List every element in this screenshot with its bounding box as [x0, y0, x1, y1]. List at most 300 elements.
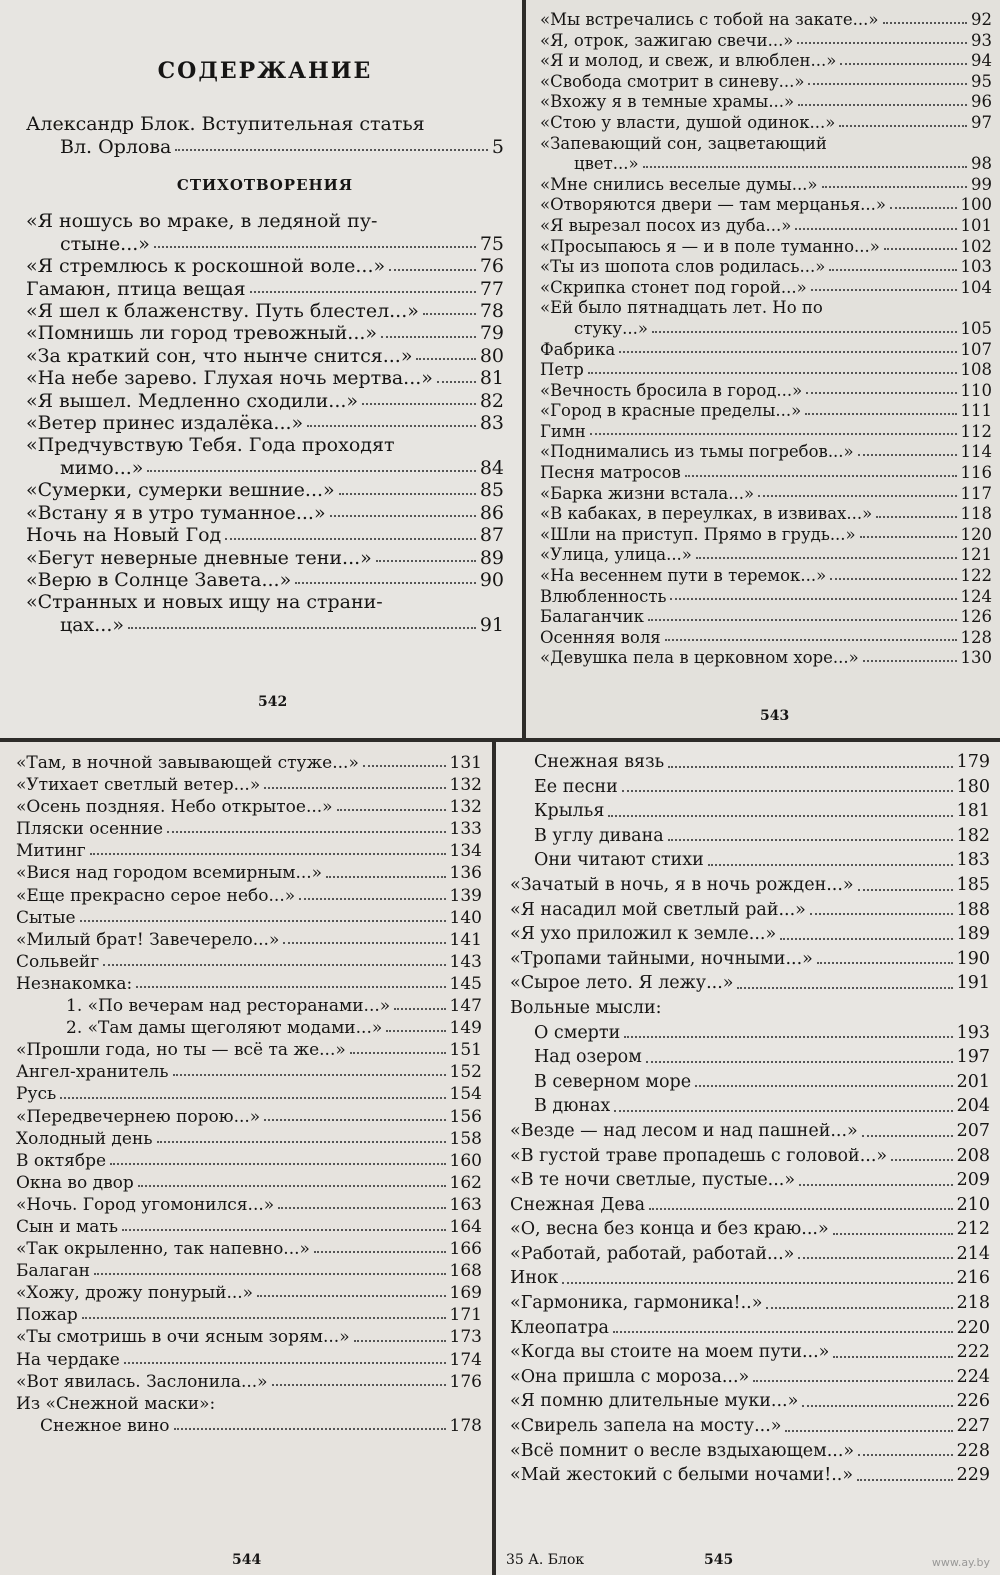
toc-entry-page: 82: [479, 389, 504, 412]
toc-entry-title: «О, весна без конца и без краю...»: [510, 1219, 829, 1240]
toc-entry: [16, 885, 482, 907]
toc-entry-title: Сольвейг: [16, 951, 100, 972]
toc-entry-page: 96: [971, 92, 992, 112]
dot-leader: [350, 1051, 446, 1054]
dot-leader: [389, 268, 476, 271]
dot-leader: [646, 1060, 953, 1063]
dot-leader: [613, 1330, 953, 1333]
toc-entry-title: Из «Снежной маски»:: [16, 1393, 216, 1414]
toc-list: [510, 750, 990, 1488]
toc-entry-title: «Ветер принес издалёка...»: [26, 412, 304, 435]
toc-entry-title: Холодный день: [16, 1128, 153, 1149]
toc-entry-title: «В те ночи светлые, пустые...»: [510, 1170, 796, 1191]
page-543: [526, 0, 1000, 738]
toc-entry: [510, 1144, 990, 1169]
dot-leader: [810, 912, 953, 915]
toc-entry: [510, 922, 990, 947]
dot-leader: [883, 21, 968, 24]
dot-leader: [337, 808, 446, 811]
toc-entry-title: Снежное вино: [40, 1415, 170, 1436]
toc-entry-title: Незнакомка:: [16, 973, 133, 994]
toc-entry: [510, 799, 990, 824]
dot-leader: [860, 535, 957, 538]
page-number: 542: [258, 694, 288, 710]
toc-entry-page: 114: [960, 442, 992, 462]
toc-entry-page: 112: [960, 421, 992, 441]
dot-leader: [138, 1184, 446, 1187]
toc-entry-title: «Май жестокий с белыми ночами!..»: [510, 1465, 854, 1486]
toc-entry-page: 121: [960, 545, 992, 565]
toc-entry: [16, 1326, 482, 1348]
toc-entry-title: «На небе зарево. Глухая ночь мертва...»: [26, 367, 433, 390]
dot-leader: [840, 62, 967, 65]
toc-list: [26, 210, 504, 636]
toc-entry-title: «Встану я в утро туманное...»: [26, 501, 326, 524]
toc-entry-page: 166: [449, 1239, 482, 1260]
toc-entry-page: 149: [449, 1018, 482, 1039]
dot-leader: [799, 1183, 953, 1186]
dot-leader: [862, 1134, 953, 1137]
toc-entry-page: 229: [956, 1465, 990, 1486]
dot-leader: [103, 963, 445, 966]
toc-entry-title: Ангел-хранитель: [16, 1062, 169, 1083]
dot-leader: [622, 789, 953, 792]
toc-list: [16, 752, 482, 1437]
toc-entry: [510, 947, 990, 972]
toc-entry-page: 181: [956, 801, 990, 822]
toc-entry-title: Митинг: [16, 841, 86, 862]
toc-entry-title: Ночь на Новый Год: [26, 524, 222, 547]
toc-entry: [26, 367, 504, 389]
toc-entry-page: 180: [956, 776, 990, 797]
footer-signature: 35 А. Блок: [506, 1552, 585, 1568]
toc-entry: [16, 796, 482, 818]
toc-entry-title: «Я помню длительные муки...»: [510, 1391, 799, 1412]
toc-entry-page: 117: [960, 483, 992, 503]
toc-entry: [26, 457, 504, 479]
toc-entry-title: «В кабаках, в переулках, в извивах...»: [540, 504, 873, 524]
toc-entry-page: 162: [449, 1172, 482, 1193]
toc-entry-page: 89: [479, 546, 504, 569]
dot-leader: [795, 227, 956, 230]
dot-leader: [307, 424, 476, 427]
toc-entry-title: «Сырое лето. Я лежу...»: [510, 973, 734, 994]
toc-entry: [510, 750, 990, 775]
toc-entry-page: 132: [449, 775, 482, 796]
toc-list: [540, 10, 992, 669]
toc-entry: [16, 1172, 482, 1194]
toc-entry: [510, 1291, 990, 1316]
dot-leader: [562, 1281, 952, 1284]
toc-entry-page: 103: [960, 257, 992, 277]
toc-entry-title: «На весеннем пути в теремок...»: [540, 566, 827, 586]
dot-leader: [386, 1029, 445, 1032]
toc-entry: [540, 463, 992, 484]
intro-line-2: [26, 136, 504, 158]
dot-leader: [588, 371, 957, 374]
toc-entry: [540, 484, 992, 505]
toc-entry: [26, 300, 504, 322]
dot-leader: [326, 875, 445, 878]
dot-leader: [753, 1379, 952, 1382]
dot-leader: [167, 830, 445, 833]
toc-entry: [16, 1194, 482, 1216]
dot-leader: [264, 1118, 445, 1121]
toc-entry-page: 190: [956, 948, 990, 969]
toc-entry: [16, 1061, 482, 1083]
toc-entry: [540, 195, 992, 216]
toc-entry: [540, 525, 992, 546]
dot-leader: [157, 1140, 446, 1143]
toc-entry: [540, 401, 992, 422]
toc-entry-title: «Помнишь ли город тревожный...»: [26, 322, 378, 345]
toc-entry: [16, 1260, 482, 1282]
toc-entry-title: «Везде — над лесом и над пашней...»: [510, 1120, 858, 1141]
toc-entry: [540, 442, 992, 463]
toc-entry-title: «Ты из шопота слов родилась...»: [540, 257, 826, 277]
toc-entry: [16, 818, 482, 840]
dot-leader: [250, 290, 476, 293]
toc-entry-title: «Я шел к блаженству. Путь блестел...»: [26, 300, 419, 323]
toc-entry-title: «Свобода смотрит в синеву...»: [540, 71, 805, 91]
toc-entry: [540, 607, 992, 628]
toc-entry: [510, 1463, 990, 1488]
dot-leader: [416, 357, 475, 360]
dot-leader: [174, 1427, 446, 1430]
toc-entry-title: «Всё помнит о весле вздыхающем...»: [510, 1440, 855, 1461]
dot-leader: [648, 618, 957, 621]
toc-entry-title: цах...»: [60, 613, 125, 636]
dot-leader: [830, 577, 956, 580]
toc-entry-title: «В густой траве пропадешь с головой...»: [510, 1145, 888, 1166]
toc-entry: [510, 1365, 990, 1390]
toc-entry: [26, 390, 504, 412]
dot-leader: [590, 432, 957, 435]
toc-entry: [16, 752, 482, 774]
toc-entry-page: 227: [956, 1416, 990, 1437]
toc-entry: [540, 545, 992, 566]
toc-entry: [540, 360, 992, 381]
toc-entry: [16, 1349, 482, 1371]
dot-leader: [737, 986, 952, 989]
toc-entry: [540, 648, 992, 669]
intro-page: 5: [491, 136, 504, 158]
dot-leader: [708, 863, 953, 866]
dot-leader: [376, 559, 476, 562]
toc-entry-title: Балаганчик: [540, 607, 644, 627]
toc-entry-page: 152: [449, 1062, 482, 1083]
toc-entry: [510, 1119, 990, 1144]
toc-entry-page: 209: [956, 1170, 990, 1191]
toc-entry-title: «Барка жизни встала...»: [540, 483, 755, 503]
toc-entry: [16, 862, 482, 884]
toc-entry-title: Ее песни: [534, 776, 618, 797]
dot-leader: [643, 165, 967, 168]
toc-entry: [16, 973, 482, 995]
dot-leader: [805, 412, 956, 415]
toc-entry-page: 81: [479, 367, 504, 390]
toc-entry: [26, 479, 504, 501]
toc-entry: [540, 422, 992, 443]
toc-entry-page: 136: [449, 863, 482, 884]
toc-entry: [26, 569, 504, 591]
dot-leader: [858, 453, 957, 456]
dot-leader: [299, 897, 445, 900]
toc-entry: [540, 175, 992, 196]
dot-leader: [685, 474, 957, 477]
dot-leader: [668, 765, 952, 768]
toc-entry-page: 107: [960, 339, 992, 359]
dot-leader: [363, 764, 446, 767]
toc-entry-title: «Скрипка стонет под горой...»: [540, 277, 807, 297]
dot-leader: [857, 1478, 953, 1481]
dot-leader: [423, 312, 476, 315]
toc-entry-page: 120: [960, 524, 992, 544]
toc-entry: [16, 1415, 482, 1437]
dot-leader: [82, 1316, 446, 1319]
toc-entry: [540, 504, 992, 525]
toc-entry: [540, 216, 992, 237]
dot-leader: [829, 268, 956, 271]
toc-entry-page: 92: [971, 10, 992, 29]
toc-entry-page: 126: [960, 607, 992, 627]
toc-entry-title: мимо...»: [60, 456, 144, 479]
toc-entry-title: «Я насадил мой светлый рай...»: [510, 899, 806, 920]
toc-entry-page: 77: [479, 277, 504, 300]
toc-entry: [26, 233, 504, 255]
toc-entry-title: Крылья: [534, 801, 605, 822]
toc-entry: [510, 1193, 990, 1218]
dot-leader: [652, 330, 957, 333]
toc-entry-page: 93: [971, 30, 992, 50]
toc-entry: [26, 278, 504, 300]
toc-entry-title: стуку...»: [574, 318, 648, 338]
toc-entry-page: 86: [479, 501, 504, 524]
toc-entry-title: «За краткий сон, что нынче снится...»: [26, 344, 413, 367]
toc-entry-page: 94: [971, 51, 992, 71]
toc-entry-page: 218: [956, 1293, 990, 1314]
dot-leader: [696, 556, 957, 559]
toc-entry: [510, 1070, 990, 1095]
toc-entry-title: «Еще прекрасно серое небо...»: [16, 885, 296, 906]
toc-entry: [540, 319, 992, 340]
dot-leader: [798, 1256, 952, 1259]
toc-entry-title: «Я, отрок, зажигаю свечи...»: [540, 30, 794, 50]
toc-entry-page: 222: [956, 1342, 990, 1363]
dot-leader: [884, 247, 957, 250]
toc-entry-title: В северном море: [534, 1071, 692, 1092]
toc-entry-title: «Вот явилась. Заслонила...»: [16, 1371, 268, 1392]
toc-entry: [510, 1021, 990, 1046]
toc-entry-title: «Вечность бросила в город...»: [540, 380, 803, 400]
dot-leader: [758, 494, 956, 497]
toc-entry-title: Снежная Дева: [510, 1194, 646, 1215]
toc-entry-title: Над озером: [534, 1047, 642, 1068]
toc-entry-title: «Поднимались из тьмы погребов...»: [540, 442, 854, 462]
dot-leader: [124, 1361, 446, 1364]
toc-entry-page: 178: [449, 1415, 482, 1436]
dot-leader: [624, 1035, 952, 1038]
toc-entry: [510, 1217, 990, 1242]
toc-entry: [16, 1304, 482, 1326]
dot-leader: [695, 1084, 953, 1087]
toc-entry-page: 141: [449, 929, 482, 950]
toc-entry-page: 168: [449, 1261, 482, 1282]
toc-entry-title: Песня матросов: [540, 463, 681, 483]
toc-entry-title: Они читают стихи: [534, 850, 704, 871]
toc-entry-page: 111: [960, 401, 992, 421]
toc-entry: [26, 412, 504, 434]
toc-entry: [510, 1094, 990, 1119]
toc-entry-title: 1. «По вечерам над ресторанами...»: [66, 996, 391, 1017]
toc-entry-page: 179: [956, 752, 990, 772]
toc-entry-page: 140: [449, 907, 482, 928]
toc-entry: [16, 1106, 482, 1128]
toc-entry-page: 208: [956, 1145, 990, 1166]
toc-entry: [16, 1083, 482, 1105]
toc-entry-title: «Предчувствую Тебя. Года проходят: [26, 434, 395, 457]
toc-entry: [540, 113, 992, 134]
toc-entry-title: «Мы встречались с тобой на закате...»: [540, 10, 879, 29]
toc-entry: [510, 873, 990, 898]
dot-leader: [833, 1355, 952, 1358]
toc-entry-title: Осенняя воля: [540, 627, 661, 647]
toc-entry: [26, 345, 504, 367]
toc-entry: [540, 566, 992, 587]
toc-entry-page: 164: [449, 1216, 482, 1237]
toc-entry: [16, 995, 482, 1017]
dot-leader: [264, 786, 445, 789]
toc-entry-page: 207: [956, 1120, 990, 1141]
dot-leader: [863, 659, 957, 662]
toc-entry-page: 90: [479, 568, 504, 591]
page-542: [0, 0, 522, 738]
toc-entry: [16, 1371, 482, 1393]
toc-entry-page: 118: [960, 504, 992, 524]
dot-leader: [665, 638, 957, 641]
toc-entry-title: В дюнах: [534, 1096, 611, 1117]
toc-entry: [510, 1045, 990, 1070]
toc-entry-title: «Шли на приступ. Прямо в грудь...»: [540, 524, 856, 544]
toc-entry-page: 191: [956, 973, 990, 994]
toc-entry: [26, 322, 504, 344]
toc-entry-title: «Когда вы стоите на моем пути...»: [510, 1342, 830, 1363]
dot-leader: [608, 814, 952, 817]
dot-leader: [806, 391, 956, 394]
toc-entry-page: 182: [956, 825, 990, 846]
toc-entry-page: 151: [449, 1040, 482, 1061]
toc-entry-page: 91: [479, 613, 504, 636]
toc-entry-title: Клеопатра: [510, 1317, 609, 1338]
toc-entry: [16, 1282, 482, 1304]
toc-entry: [510, 1389, 990, 1414]
toc-entry: [540, 51, 992, 72]
toc-entry-page: 145: [449, 973, 482, 994]
dot-leader: [811, 288, 957, 291]
toc-entry-title: «Работай, работай, работай...»: [510, 1243, 795, 1264]
intro-entry: [26, 112, 504, 158]
toc-entry-title: «Ей было пятнадцать лет. Но по: [540, 298, 823, 318]
toc-entry-title: «Милый брат! Завечерело...»: [16, 929, 280, 950]
page-544: [0, 742, 492, 1575]
toc-entry-title: «Хожу, дрожу понурый...»: [16, 1283, 254, 1304]
toc-entry-page: 174: [449, 1349, 482, 1370]
toc-entry-page: 156: [449, 1106, 482, 1127]
dot-leader: [649, 1207, 953, 1210]
toc-entry-title: Фабрика: [540, 339, 616, 359]
toc-entry-title: Балаган: [16, 1261, 90, 1282]
toc-entry-page: 84: [479, 456, 504, 479]
toc-entry-title: «Бегут неверные дневные тени...»: [26, 546, 372, 569]
dot-leader: [136, 985, 445, 988]
toc-entry-title: В октябре: [16, 1150, 107, 1171]
toc-entry: [510, 1414, 990, 1439]
toc-entry-title: «Я ухо приложил к земле...»: [510, 924, 777, 945]
toc-entry: [540, 154, 992, 175]
toc-entry-title: «Вися над городом всемирным...»: [16, 863, 323, 884]
toc-entry-title: Петр: [540, 360, 584, 380]
toc-entry-title: О смерти: [534, 1022, 621, 1043]
dot-leader: [780, 937, 952, 940]
toc-entry: [16, 774, 482, 796]
toc-entry-page: 201: [956, 1071, 990, 1092]
toc-entry-page: 85: [479, 479, 504, 502]
dot-leader: [60, 1096, 445, 1099]
toc-entry: [540, 257, 992, 278]
toc-entry: [16, 840, 482, 862]
toc-entry: [510, 1439, 990, 1464]
dot-leader: [668, 838, 953, 841]
toc-entry-page: 176: [449, 1371, 482, 1392]
toc-entry-title: «Странных и новых ищу на страни-: [26, 591, 383, 614]
dot-leader: [858, 888, 953, 891]
toc-entry: [540, 237, 992, 258]
toc-entry-title: Пляски осенние: [16, 819, 164, 840]
toc-entry-page: 228: [956, 1440, 990, 1461]
toc-entry-page: 87: [479, 524, 504, 547]
toc-title: СОДЕРЖАНИЕ: [157, 58, 373, 84]
toc-entry: [510, 898, 990, 923]
toc-entry: [540, 340, 992, 361]
toc-entry-title: Вольные мысли:: [510, 997, 662, 1018]
toc-entry-page: 188: [956, 899, 990, 920]
toc-entry-title: «Я и молод, и свеж, и влюблен...»: [540, 51, 837, 71]
dot-leader: [381, 335, 476, 338]
toc-entry: [26, 614, 504, 636]
dot-leader: [257, 1294, 445, 1297]
toc-entry: [540, 278, 992, 299]
dot-leader: [670, 597, 956, 600]
dot-leader: [808, 82, 967, 85]
toc-entry-page: 99: [971, 174, 992, 194]
toc-entry: [540, 381, 992, 402]
toc-entry-title: Сын и мать: [16, 1216, 119, 1237]
toc-entry-page: 80: [479, 344, 504, 367]
toc-entry-page: 101: [960, 215, 992, 235]
dot-leader: [785, 1429, 952, 1432]
toc-entry-page: 98: [971, 154, 992, 174]
dot-leader: [80, 919, 446, 922]
dot-leader: [614, 1109, 952, 1112]
toc-entry-page: 97: [971, 112, 992, 132]
toc-entry-page: 173: [449, 1327, 482, 1348]
dot-leader: [891, 1158, 953, 1161]
dot-leader: [225, 537, 476, 540]
toc-entry-title: «Она пришла с мороза...»: [510, 1366, 750, 1387]
dot-leader: [858, 1453, 953, 1456]
toc-entry-title: Влюбленность: [540, 586, 667, 606]
toc-entry-title: «Вхожу я в темные храмы...»: [540, 92, 795, 112]
